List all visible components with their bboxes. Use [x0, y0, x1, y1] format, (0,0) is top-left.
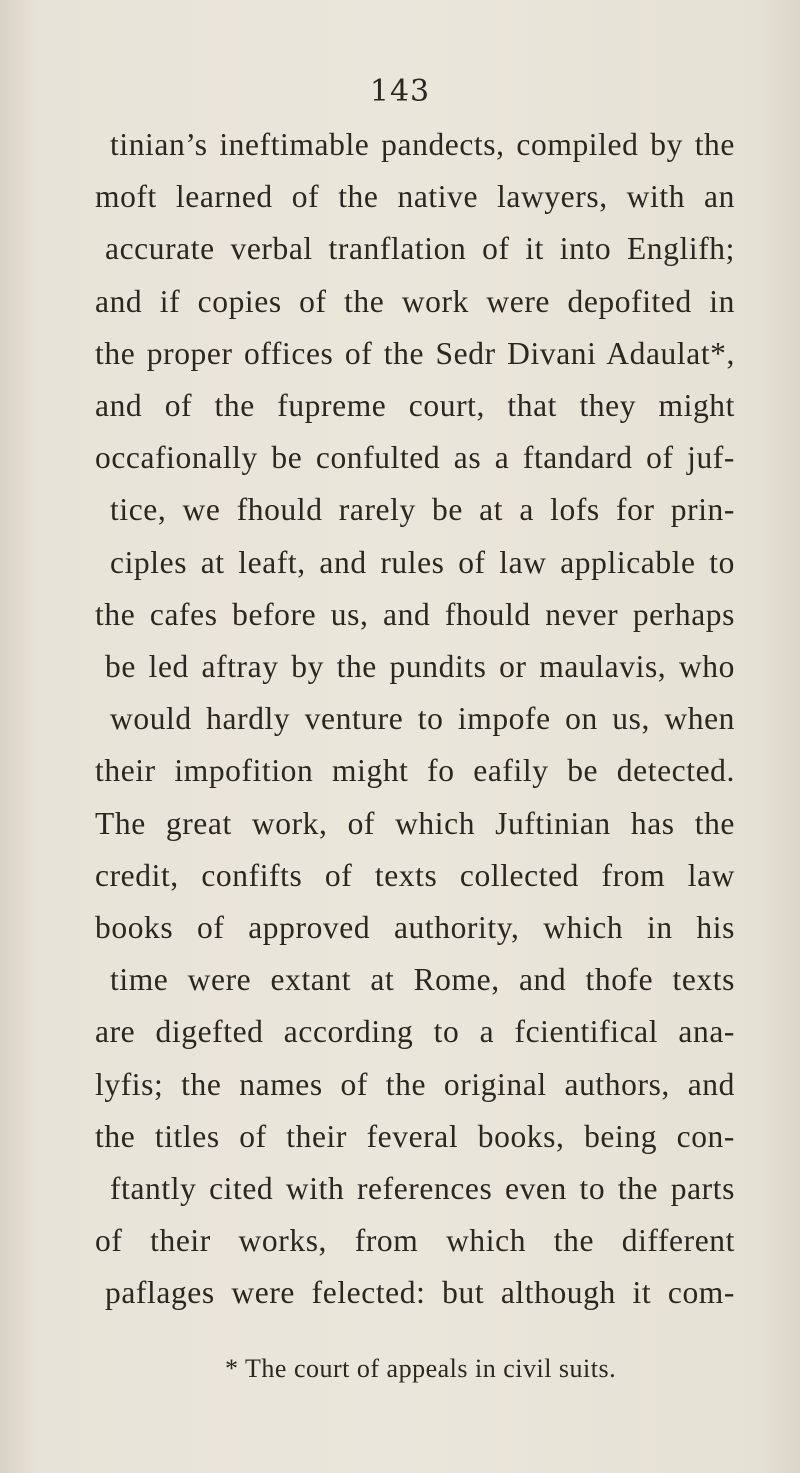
text-line: their impofition might fo eafily be detected.: [95, 753, 735, 789]
text-line: time were extant at Rome, and thofe texts: [110, 962, 735, 998]
text-line: tice, we fhould rarely be at a lofs for prin-: [110, 492, 735, 528]
text-line: books of approved authority, which in his: [95, 910, 735, 945]
text-line: lyfis; the names of the original authors, and: [95, 1066, 735, 1102]
text-line: and of the fupreme court, that they might: [95, 388, 735, 423]
text-line: of their works, from which the different: [95, 1223, 735, 1259]
text-line: the cafes before us, and fhould never perhaps: [95, 596, 735, 632]
footnote: * The court of appeals in civil suits.: [225, 1354, 617, 1383]
text-line: and if copies of the work were depofited in: [95, 283, 735, 319]
text-line: ftantly cited with references even to the parts: [110, 1171, 735, 1206]
text-line: The great work, of which Juftinian has the: [95, 805, 735, 841]
text-line: the titles of their feveral books, being con-: [95, 1118, 735, 1154]
text-line: moft learned of the native lawyers, with an: [95, 179, 735, 215]
text-line: accurate verbal tranflation of it into Englifh;: [105, 231, 735, 267]
text-line: the proper offices of the Sedr Divani Adaulat*,: [95, 335, 735, 371]
page-number: 143: [369, 74, 431, 109]
text-line: are digefted according to a fcientifical ana-: [95, 1014, 735, 1050]
text-line: tinian’s ineftimable pandects, compiled by the: [110, 127, 735, 162]
text-line: ciples at leaft, and rules of law applicable to: [110, 544, 735, 580]
text-line: occafionally be confulted as a ftandard of juf-: [95, 440, 735, 476]
text-line: credit, confifts of texts collected from law: [95, 857, 735, 893]
text-line: paflages were felected: but although it com-: [105, 1275, 735, 1311]
text-line: would hardly venture to impofe on us, when: [110, 701, 735, 737]
text-line: be led aftray by the pundits or maulavis, who: [105, 649, 735, 684]
